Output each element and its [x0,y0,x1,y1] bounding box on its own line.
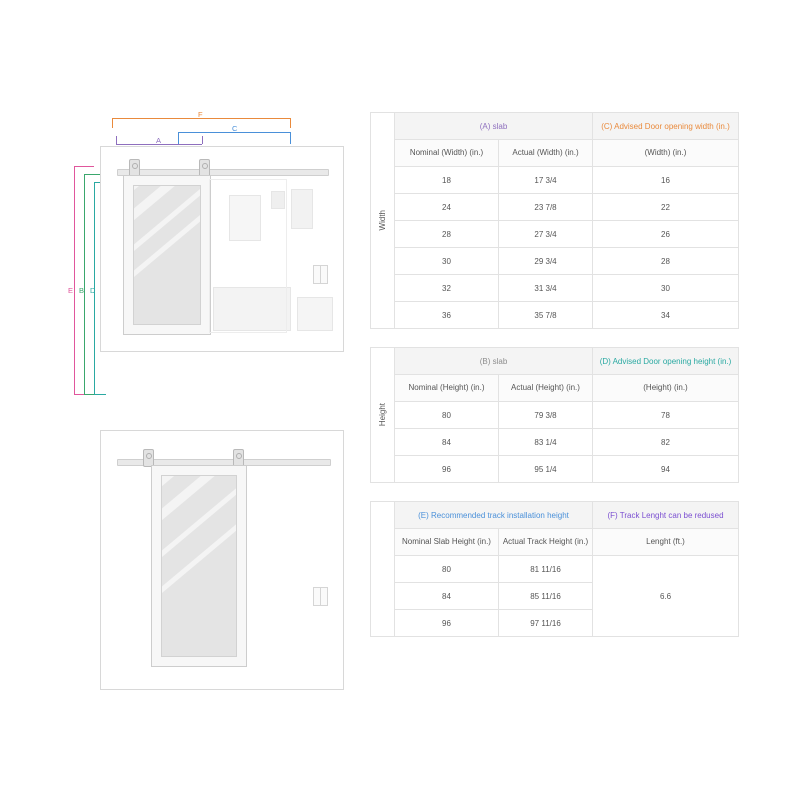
wall-switch-plate [313,265,328,284]
tables-column [370,112,738,637]
table-row [371,456,739,483]
dimension-label-a: A [156,136,162,145]
cell-opening: 30 [593,275,739,302]
cell-actual: 31 3/4 [499,275,593,302]
track-col-actual: Actual Track Height (in.) [499,529,593,556]
cell-opening: 82 [593,429,739,456]
table-spacer [370,329,738,347]
height-group-header-d: (D) Advised Door opening height (in.) [593,348,739,375]
cell-actual: 23 7/8 [499,194,593,221]
track-group-header-e: (E) Recommended track installation height [395,502,593,529]
door-glass-panel-2 [161,475,237,657]
cell-nominal: 30 [395,248,499,275]
table-row [371,429,739,456]
cell-nominal: 36 [395,302,499,329]
cell-opening: 26 [593,221,739,248]
height-table [370,347,739,483]
cell-actual: 83 1/4 [499,429,593,456]
dimension-label-e: E [68,286,74,295]
dimension-label-b: B [79,286,85,295]
table-row [371,275,739,302]
cell-actual: 29 3/4 [499,248,593,275]
cell-nominal: 84 [395,429,499,456]
door-slab-2 [151,465,247,667]
cell-opening: 78 [593,402,739,429]
cell-actual: 85 11/16 [499,583,593,610]
wall-switch-plate-2 [313,587,328,606]
dimension-label-f: F [198,110,203,119]
cell-nominal: 80 [395,402,499,429]
dimension-tick-f-left [112,118,113,128]
dimension-tick-c-right [290,132,291,144]
dimension-tick-a-left [116,136,117,144]
cell-nominal: 96 [395,456,499,483]
table-spacer-2 [370,483,738,501]
dimension-label-c: C [232,124,238,133]
cell-actual: 97 11/16 [499,610,593,637]
door-glass-panel [133,185,201,325]
height-group-header-b: (B) slab [395,348,593,375]
cell-nominal: 96 [395,610,499,637]
width-side-label: Width [371,113,395,329]
cell-nominal: 84 [395,583,499,610]
cell-actual: 79 3/8 [499,402,593,429]
cell-opening: 28 [593,248,739,275]
height-col-nominal: Nominal (Height) (in.) [395,375,499,402]
width-group-header-a: (A) slab [395,113,593,140]
door-slab [123,175,211,335]
table-row [371,302,739,329]
dimension-tick-e-top [74,166,94,167]
cell-actual: 81 11/16 [499,556,593,583]
width-group-header-c: (C) Advised Door opening width (in.) [593,113,739,140]
furniture-side-table [297,297,333,331]
cell-opening: 94 [593,456,739,483]
track-group-header-f: (F) Track Lenght can be redused [593,502,739,529]
furniture-wall-panel [291,189,313,229]
dimension-tick-c-left [178,132,179,144]
door-elevation-top [100,146,344,352]
cell-opening: 34 [593,302,739,329]
diagram-column [60,100,360,700]
dimension-tick-a-right [202,136,203,144]
track-side-label [371,502,395,637]
door-opening-outline [209,179,287,333]
table-row [371,556,739,583]
cell-track-length: 6.6 [593,556,739,637]
height-side-label: Height [371,348,395,483]
track-col-length: Lenght (ft.) [593,529,739,556]
cell-nominal: 24 [395,194,499,221]
cell-actual: 35 7/8 [499,302,593,329]
width-col-nominal: Nominal (Width) (in.) [395,140,499,167]
table-row [371,221,739,248]
width-col-opening: (Width) (in.) [593,140,739,167]
table-row [371,167,739,194]
table-row [371,248,739,275]
cell-nominal: 80 [395,556,499,583]
cell-actual: 27 3/4 [499,221,593,248]
dimension-tick-b-top [84,174,100,175]
height-col-opening: (Height) (in.) [593,375,739,402]
table-row [371,194,739,221]
cell-opening: 22 [593,194,739,221]
dimension-label-d: D [90,286,96,295]
dimension-line-b [84,174,85,394]
door-elevation-bottom [100,430,344,690]
cell-actual: 95 1/4 [499,456,593,483]
width-table [370,112,739,329]
cell-opening: 16 [593,167,739,194]
dimension-tick-f-right [290,118,291,128]
cell-nominal: 32 [395,275,499,302]
track-table [370,501,739,637]
height-col-actual: Actual (Height) (in.) [499,375,593,402]
track-col-nominal: Nominal Slab Height (in.) [395,529,499,556]
width-col-actual: Actual (Width) (in.) [499,140,593,167]
dimension-tick-d-bottom [94,394,106,395]
dimension-line-e [74,166,75,394]
cell-nominal: 18 [395,167,499,194]
cell-actual: 17 3/4 [499,167,593,194]
table-row [371,402,739,429]
cell-nominal: 28 [395,221,499,248]
